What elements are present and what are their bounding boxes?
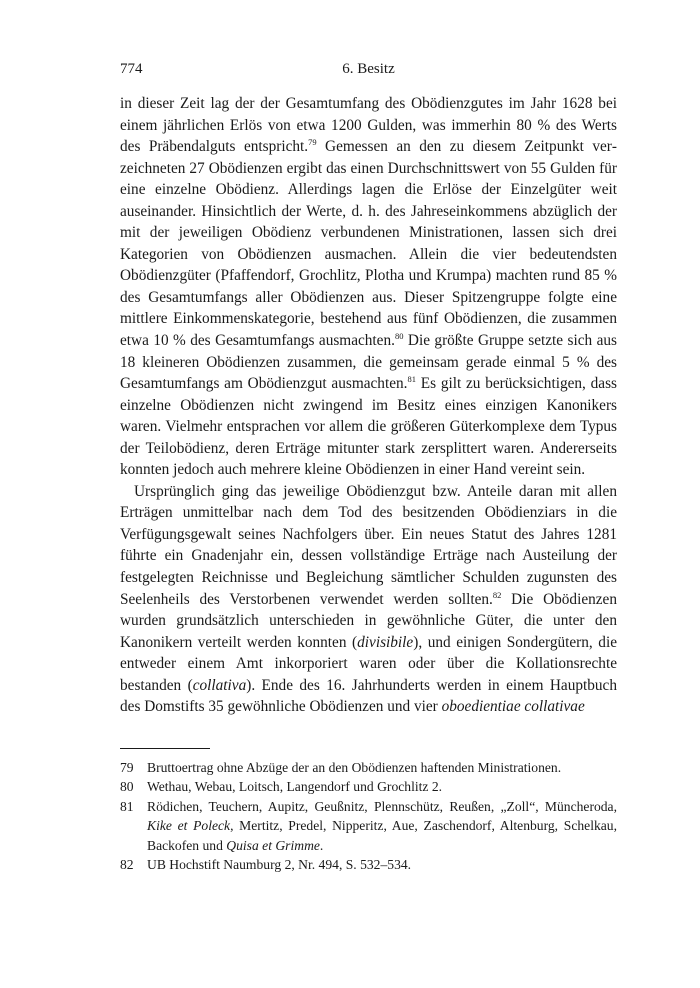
footnotes [120, 758, 617, 874]
text-run: ). Ende des 16. Jahrhunderts werden in einem Hauptbuch des Domstifts 35 gewöhnliche Obödienzen und vier [120, 676, 617, 716]
italic-place-name: Kike et Poleck [147, 818, 231, 834]
text-run: , Mertitz, Predel, Nipperitz, Aue, Zaschendorf, Altenburg, Schelkau, Backofen und [147, 818, 617, 853]
text-run: in dieser Zeit lag der der Gesamtumfang des Obödienzgutes im Jahr 1628 bei einem jährlichen Erlös von etwa 1200 Gulden, was immerhin 80 % des Werts des Präbendalguts entspricht. [120, 95, 617, 156]
text-run: Ursprünglich ging das jeweilige Obödienzgut bzw. Anteile daran mit allen Erträgen unmittelbar nach dem Tod des besitzenden Obödienziars in die Verfügungsgewalt seines Nachfolgers über. Ein neues Statut des Jahres 1281 führte ein Gnadenjahr ein, dessen vollständige Erträge nach Austeilung der festgelegten Reichnisse und Begleichung sämtlicher Schulden zugunsten des Seelenheils des Verstorbenen verwendet werden sollten. [120, 482, 617, 608]
text-run: . [319, 837, 324, 853]
footnote-number: 82 [120, 857, 134, 873]
footnote-81 [120, 797, 617, 855]
text-run: ), und einigen Sondergütern, die entweder einem Amt inkorporiert waren oder über die Kollationsrechte bestanden ( [120, 633, 617, 694]
footnote-text [147, 799, 617, 853]
paragraph-2 [120, 481, 617, 718]
footnote-ref-81[interactable]: 81 [407, 374, 416, 385]
footnote-text: Wethau, Webau, Loitsch, Langendorf und Grochlitz 2. [147, 779, 443, 795]
footnote-ref-79[interactable]: 79 [308, 137, 317, 148]
footnote-text: UB Hochstift Naumburg 2, Nr. 494, S. 532–534. [147, 857, 412, 873]
footnote-number: 81 [120, 798, 134, 814]
footnote-ref-80[interactable]: 80 [394, 331, 404, 342]
chapter-title: 6. Besitz [342, 61, 395, 77]
italic-place-name: Quisa et Grimme [226, 837, 320, 853]
footnote-82 [120, 855, 617, 874]
running-head [120, 58, 617, 80]
page-number: 774 [120, 61, 143, 77]
footnote-number: 79 [120, 760, 134, 775]
footnote-ref-82[interactable]: 82 [492, 589, 502, 600]
footnote-79 [120, 758, 617, 777]
body-text [120, 93, 617, 718]
italic-term: oboedientiae collativae [441, 698, 585, 716]
book-page [120, 58, 617, 873]
text-run: Es gilt zu berücksichtigen, dass einzelne Obödienzen nicht zwingend im Besitz eines einzigen Kanonikers waren. Vielmehr entsprachen vor allem die größeren Güterkomplexe dem Typus der Teilobödienz, deren Erträge mitunter stark zersplittert waren. Andererseits konnten jedoch auch mehrere kleine Obödienzen in einer Hand vereint sein. [120, 375, 617, 479]
footnote-80 [120, 777, 617, 796]
footnote-divider [120, 748, 210, 749]
text-run: Die Obödienzen wurden grundsätzlich unterschieden in gewöhnliche Güter, die unter den Kanonikern verteilt werden konnten ( [120, 590, 617, 651]
text-run: Die größte Gruppe setzte sich aus 18 kleineren Obödienzen zusammen, die gemeinsam gerade einmal 5 % des Gesamtumfangs am Obödienzgut ausmachten. [120, 332, 617, 393]
italic-term: collativa [192, 676, 247, 694]
footnote-text: Bruttoertrag ohne Abzüge der an den Obödienzen haftenden Ministrationen. [147, 760, 562, 775]
text-run: Rödichen, Teuchern, Aupitz, Geußnitz, Plennschütz, Reußen, „Zoll“, Müncheroda, [147, 798, 617, 814]
footnote-number: 80 [120, 779, 134, 795]
paragraph-1 [120, 93, 617, 481]
italic-term: divisibile [357, 633, 414, 651]
text-run: Gemessen an den zu diesem Zeitpunkt verzeichneten 27 Obödienzen ergibt das einen Durchschnittswert von 55 Gulden für eine einzelne Obödienz. Allerdings lagen die Erlöse der Einzelgüter weit auseinander. Hinsichtlich der Werte, d. h. des Jahreseinkommens abzüglich der mit der jeweiligen Obödienz verbundenen Ministrationen, lassen sich drei Kategorien von Obödienzen ausmachen. Allein die vier bedeutendsten Obödienzgüter (Pfaffendorf, Grochlitz, Plotha und Krumpa) machten rund 85 % des Gesamtumfangs aller Obödienzen aus. Dieser Spitzengruppe folgte eine mittlere Einkommenskategorie, bestehend aus fünf Obödienzen, die zusammen etwa 10 % des Gesamtumfangs ausmachten. [120, 138, 617, 350]
